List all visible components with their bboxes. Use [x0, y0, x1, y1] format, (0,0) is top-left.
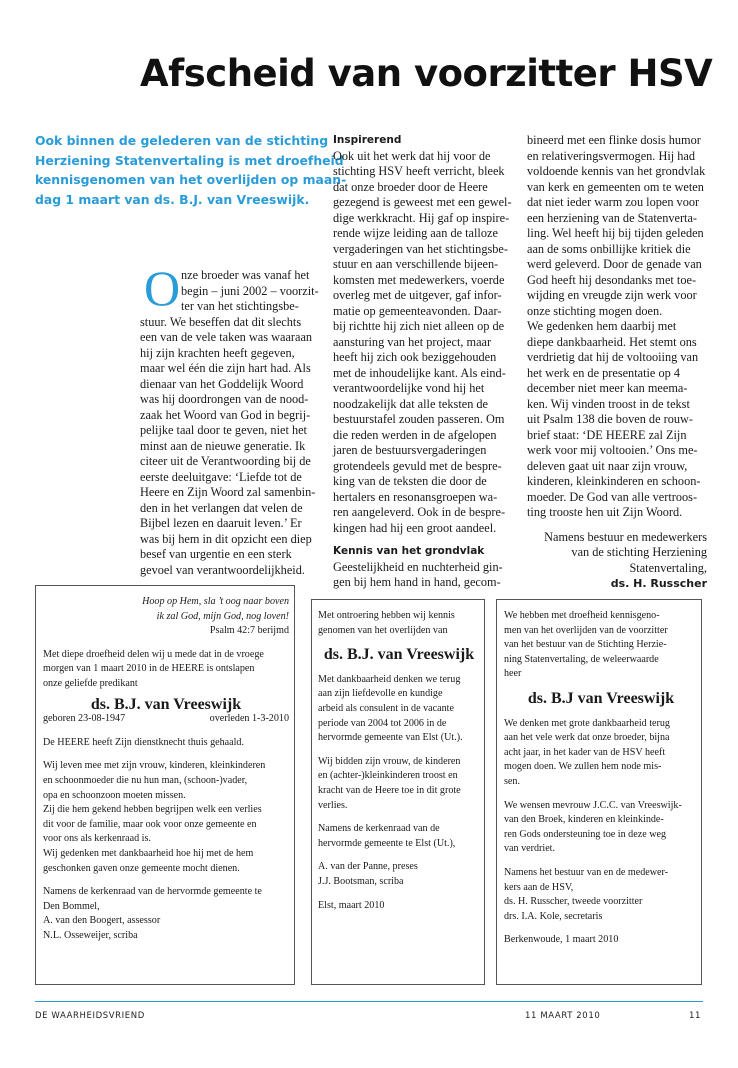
- text-line: king van de teksten die door de: [333, 474, 487, 488]
- text-line: stuur. We beseffen dat dit slechts: [140, 314, 302, 329]
- notice-line: voor ons als kerkenraad is.: [43, 833, 151, 845]
- notice-line: ning Statenvertaling, de weleerwaarde: [504, 653, 659, 665]
- death-notice-box-3: [496, 599, 702, 985]
- column-3: [527, 133, 707, 592]
- text-line: onze stichting mogen doen.: [527, 303, 663, 318]
- text-line: gezegend is geweest met een gewel-: [333, 195, 512, 209]
- lead-line: Ook binnen de gelederen van de stichting: [35, 133, 329, 148]
- text-line: een herziening van de Statenverta-: [527, 210, 698, 225]
- text-line: besef van urgentie en een sterk: [140, 547, 292, 561]
- notice-line: periode van 2004 tot 2006 in de: [318, 717, 447, 729]
- text-line: dat onze broeder door de Heere: [333, 179, 488, 194]
- text-line: noodzakelijk dat alle teksten de: [333, 396, 489, 411]
- notice-place-date: Elst, maart 2010: [318, 899, 385, 911]
- text-line: het werk en de presentatie op 4: [527, 365, 680, 380]
- notice-place-date: Berkenwoude, 1 maart 2010: [504, 934, 619, 946]
- text-line: gevoel van verantwoordelijkheid.: [140, 562, 305, 577]
- column-2: [333, 133, 513, 591]
- text-line: moeder. De God van alle vertroos-: [527, 489, 698, 504]
- text-line: kinderen, kleinkinderen en schoon-: [527, 474, 701, 488]
- notice-line: hervormde gemeente van Elst (Ut.).: [318, 732, 463, 744]
- column-1-body: [140, 314, 316, 579]
- text-line: was bij hem in dit opzicht een diep: [140, 531, 312, 546]
- notice-line: van verdriet.: [504, 843, 556, 855]
- notice-line: en schoonmoeder die nu hun man, (schoon-)vader,: [43, 774, 248, 786]
- drop-cap: O: [144, 260, 181, 316]
- notice-line: aan zijn liefdevolle en kundige: [318, 688, 443, 700]
- text-line: december niet meer kan meema-: [527, 381, 688, 395]
- text-line: ren aangeleverd. Ook in de bespre-: [333, 505, 506, 519]
- psalm-reference: Psalm 42:7 berijmd: [209, 625, 289, 637]
- signature-line: Namens bestuur en medewerkers: [544, 529, 707, 544]
- notice-line: A. van den Boogert, assessor: [43, 915, 161, 927]
- text-line: ting trooste hen uit Zijn Woord.: [527, 505, 683, 519]
- text-line: en relativeringsvermogen. Hij had: [527, 148, 696, 163]
- notice-line: N.L. Osseweijer, scriba: [43, 929, 138, 941]
- notice-line: Wij bidden zijn vrouw, de kinderen: [318, 755, 461, 767]
- notice-line: dit voor de familie, maar ook voor onze gemeente en: [43, 818, 257, 830]
- text-line: kingen had hij een groot aandeel.: [333, 520, 497, 535]
- text-line: rende wijze leiding aan de talloze: [333, 226, 498, 240]
- notice-line: kers aan de HSV,: [504, 881, 574, 893]
- notice-line: ds. H. Russcher, tweede voorzitter: [504, 896, 643, 908]
- death-notice-box-1: [35, 585, 295, 985]
- notice-line: morgen van 1 maart 2010 in de HEERE is ontslapen: [43, 663, 255, 675]
- text-line: werd geleverd. Door de genade van: [527, 257, 702, 271]
- life-dates: [43, 712, 289, 727]
- lead-line: kennisgenomen van het overlijden op maan-: [35, 172, 347, 188]
- lead-line: Herziening Statenvertaling is met droefheid: [35, 152, 344, 168]
- notice-line: verlies.: [318, 799, 348, 811]
- text-line: matie op gemeenteavonden. Daar-: [333, 303, 502, 318]
- notice-line: Met diepe droefheid delen wij u mede dat in de vroege: [43, 648, 264, 660]
- notice-line: Met dankbaarheid denken we terug: [318, 673, 461, 685]
- notice-line: genomen van het overlijden van: [318, 624, 448, 636]
- footer-divider: [35, 1001, 703, 1002]
- text-line: bineerd met een flinke dosis humor: [527, 133, 701, 147]
- text-line: zaak het Woord van God in begrij-: [140, 407, 311, 422]
- text-line: werk voor mij voltooien.’ Ons me-: [527, 443, 698, 457]
- text-line: diepe dankbaarheid. Het stemt ons: [527, 334, 697, 349]
- text-line: We gedenken hem daarbij met: [527, 319, 677, 333]
- notice-line: We hebben met droefheid kennisgeno-: [504, 610, 660, 621]
- notice-line: Namens de kerkenraad van de: [318, 823, 440, 835]
- text-line: brief staat: ‘DE HEERE zal Zijn: [527, 427, 687, 442]
- notice-line: sen.: [504, 775, 520, 787]
- text-line: met de inhoudelijke kant. Als eind-: [333, 365, 506, 380]
- text-line: verantwoordelijke vond hij het: [333, 381, 485, 395]
- section-heading-inspirerend: Inspirerend: [333, 134, 402, 146]
- text-line: aansturing van het project, maar: [333, 334, 492, 349]
- text-line: vergaderingen van het stichtingsbe-: [333, 241, 508, 256]
- text-line: Bijbel lezen en daaruit leven.’ Er: [140, 516, 302, 530]
- footer-date: 11 MAART 2010: [525, 1011, 601, 1021]
- text-line: hij zijn krachten heeft gegeven,: [140, 345, 295, 360]
- text-line: wijding en vreugde zijn werk voor: [527, 288, 697, 302]
- text-line: Ook uit het werk dat hij voor de: [333, 148, 491, 163]
- text-line: maar wel één die zijn hart had. Als: [140, 361, 311, 375]
- psalm-verse: ik zal God, mijn God, nog loven!: [156, 610, 289, 622]
- text-line: citeer uit de Verantwoording bij de: [140, 454, 311, 468]
- column-1-top: [181, 268, 319, 315]
- death-date: overleden 1-3-2010: [209, 713, 289, 725]
- notice-line: geschonken gaven onze gemeente mocht dienen.: [43, 862, 240, 874]
- text-line: minst aan de nieuwe generatie. Ik: [140, 438, 306, 453]
- text-line: heeft hij zich ook beziggehouden: [333, 350, 497, 364]
- text-line: God heeft hij desondanks met toe-: [527, 272, 697, 287]
- notice-line: acht jaar, in het kader van de HSV heeft: [504, 746, 666, 758]
- signer-name: ds. H. Russcher: [610, 577, 707, 590]
- lead-paragraph: [35, 131, 347, 209]
- text-line: deleven gaat uit naar zijn vrouw,: [527, 458, 688, 473]
- text-line: uit Psalm 138 die boven de rouw-: [527, 412, 693, 426]
- notice-line: Zij die hem gekend hebben begrijpen welk een verlies: [43, 804, 262, 816]
- notice-line: Den Bommel,: [43, 900, 100, 912]
- text-line: jaren de bestuursvergaderingen: [333, 443, 487, 457]
- notice-line: van het bestuur van de Stichting Herzie-: [504, 639, 667, 651]
- text-line: komsten met medewerkers, voerde: [333, 272, 505, 287]
- notice-line: en (achter-)kleinkinderen troost en: [318, 770, 458, 782]
- lead-line: dag 1 maart van ds. B.J. van Vreeswijk.: [35, 191, 310, 207]
- text-line: dat niet ieder warm zou lopen voor: [527, 195, 700, 209]
- birth-date: geboren 23-08-1947: [43, 713, 126, 725]
- notice-line: Namens de kerkenraad van de hervormde gemeente te: [43, 886, 262, 898]
- text-line: bestuurstafel zouden passeren. Om: [333, 412, 505, 426]
- notice-line: van den Broek, kinderen en kleinkinde-: [504, 814, 664, 826]
- text-line: van kerk en gemeenten om te weten: [527, 179, 704, 194]
- notice-line: kracht van de Heere toe in dit grote: [318, 784, 461, 796]
- text-line: aan de soms onbillijke kritiek die: [527, 241, 691, 256]
- text-line: grotendeels gevuld met de bespre-: [333, 458, 502, 473]
- text-line: ken. Wij vinden troost in de tekst: [527, 396, 690, 411]
- text-line: was hij doordrongen van de nood-: [140, 392, 309, 406]
- text-line: Geestelijkheid en nuchterheid gin-: [333, 559, 503, 574]
- deceased-name: ds. B.J van Vreeswijk: [527, 689, 675, 707]
- text-line: gen bij hem hand in hand, gecom-: [333, 575, 501, 589]
- notice-line: arbeid als consulent in de vacante: [318, 702, 454, 714]
- section-heading-kennis: Kennis van het grondvlak: [333, 545, 485, 557]
- notice-line: onze geliefde predikant: [43, 677, 138, 689]
- notice-line: hervormde gemeente te Elst (Ut.),: [318, 837, 456, 849]
- text-line: verdrietig dat hij de voltooiing van: [527, 350, 699, 364]
- notice-line: A. van der Panne, preses: [318, 861, 418, 873]
- notice-line: De HEERE heeft Zijn dienstknecht thuis gehaald.: [43, 736, 244, 748]
- text-line: een van de vele taken was waaraan: [140, 330, 313, 344]
- text-line: ter van het stichtingsbe-: [181, 299, 299, 313]
- notice-line: mogen doen. We zullen hem node mis-: [504, 761, 662, 773]
- text-line: eerste deeluitgave: ‘Liefde tot de: [140, 469, 302, 484]
- text-line: nze broeder was vanaf het: [181, 268, 310, 282]
- signature-line: van de stichting Herziening: [571, 545, 707, 559]
- text-line: dienaar van het Goddelijk Woord: [140, 376, 304, 391]
- text-line: Heere en Zijn Woord zal samenbin-: [140, 485, 316, 499]
- text-line: stichting HSV heeft verricht, bleek: [333, 164, 505, 178]
- text-line: overleg met de uitgever, gaf infor-: [333, 288, 502, 302]
- notice-line: drs. I.A. Kole, secretaris: [504, 910, 603, 922]
- text-line: dige werkkracht. Hij gaf op inspire-: [333, 210, 510, 225]
- text-line: stuur en aan verschillende bijeen-: [333, 257, 499, 271]
- text-line: voldoende kennis van het grondvlak: [527, 164, 706, 178]
- footer-page-number: 11: [689, 1011, 702, 1021]
- footer-publication: DE WAARHEIDSVRIEND: [35, 1011, 145, 1021]
- notice-line: We denken met grote dankbaarheid terug: [504, 717, 670, 729]
- notice-line: We wensen mevrouw J.C.C. van Vreeswijk-: [504, 799, 682, 811]
- deceased-name: ds. B.J. van Vreeswijk: [323, 646, 475, 664]
- signature-line: Statenvertaling,: [629, 560, 707, 575]
- notice-line: men van het overlijden van de voorzitter: [504, 624, 668, 636]
- notice-line: ren Gods ondersteuning toe in deze weg: [504, 828, 667, 840]
- notice-line: heer: [504, 668, 522, 680]
- deceased-name: ds. B.J. van Vreeswijk: [90, 695, 242, 713]
- text-line: pelijke taal door te geven, niet het: [140, 423, 307, 437]
- text-line: bij richtte hij zich niet alleen op de: [333, 319, 505, 333]
- notice-line: aan het vele werk dat onze broeder, bijna: [504, 732, 670, 744]
- death-notice-box-2: [311, 599, 485, 985]
- notice-line: Met ontroering hebben wij kennis: [318, 610, 455, 621]
- notice-line: Namens het bestuur van en de medewer-: [504, 866, 669, 878]
- text-line: den in het verlangen dat velen de: [140, 500, 303, 515]
- psalm-verse: Hoop op Hem, sla ’t oog naar boven: [142, 596, 289, 607]
- text-line: ling. Wel heeft hij bij tijden geleden: [527, 226, 704, 240]
- notice-line: J.J. Bootsman, scriba: [318, 875, 404, 887]
- page-title: Afscheid van voorzitter HSV: [140, 52, 713, 95]
- notice-line: Wij gedenken met dankbaarheid hoe hij met de hem: [43, 847, 254, 859]
- notice-line: Wij leven mee met zijn vrouw, kinderen, kleinkinderen: [43, 760, 266, 772]
- text-line: die reden werden in de afgelopen: [333, 427, 497, 442]
- text-line: hertalers en resonansgroepen wa-: [333, 489, 498, 504]
- text-line: begin – juni 2002 – voorzit-: [181, 283, 319, 298]
- notice-line: opa en schoonzoon moeten missen.: [43, 789, 186, 801]
